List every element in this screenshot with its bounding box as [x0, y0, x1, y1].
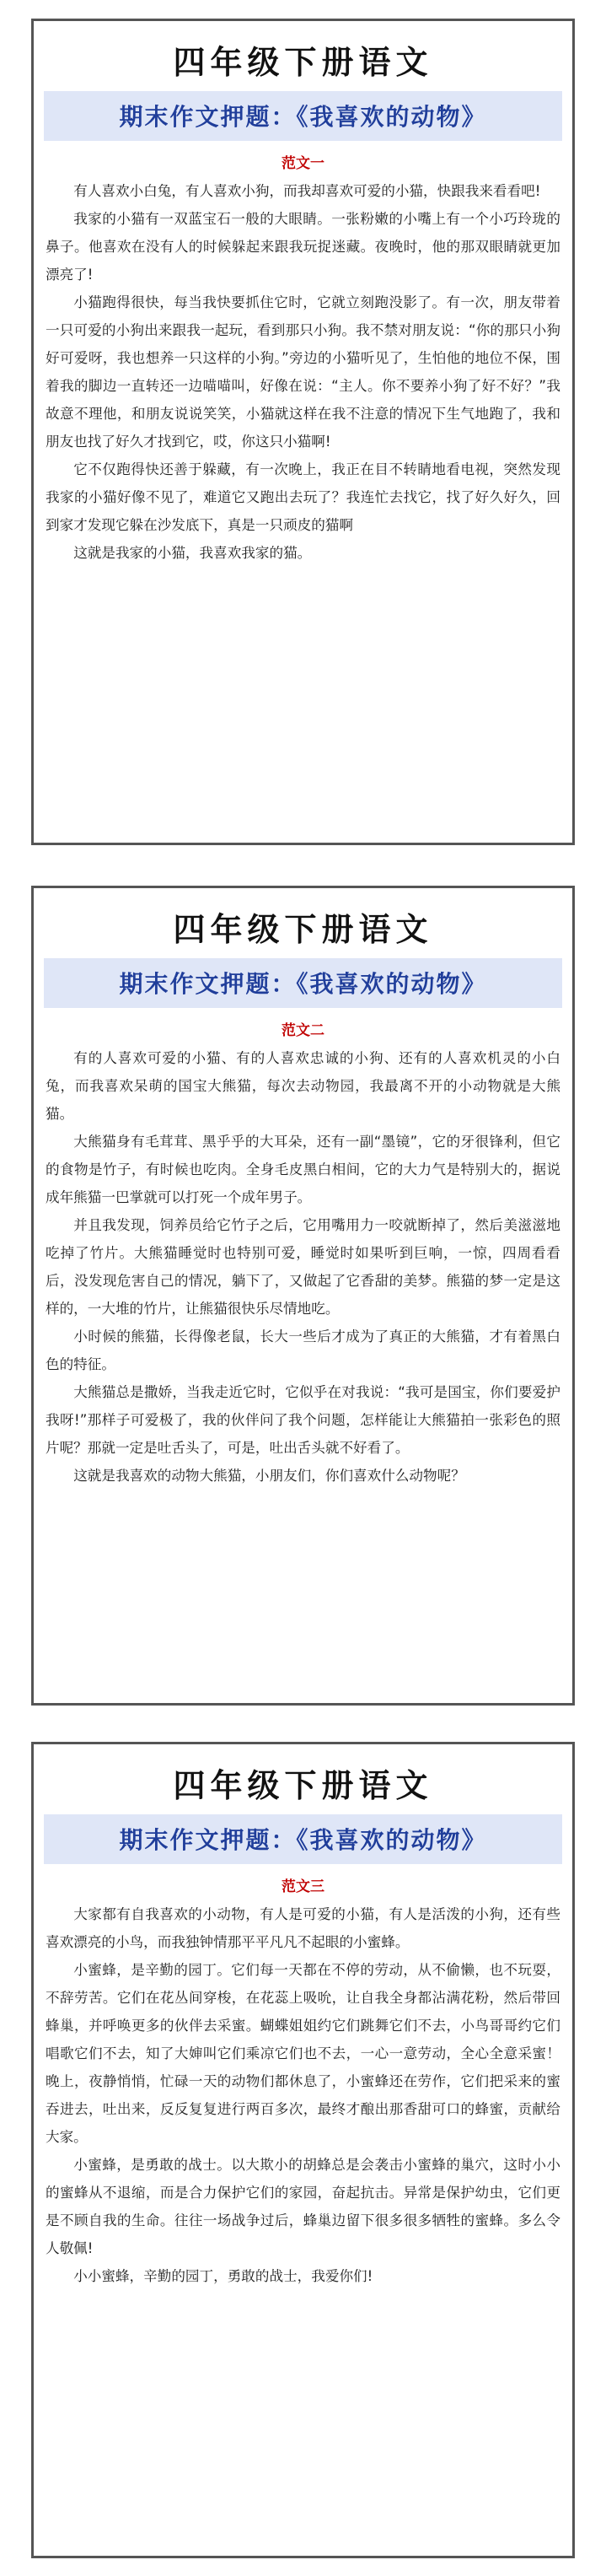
essay-topic-banner: 期末作文押题：《我喜欢的动物》	[44, 1814, 562, 1864]
essay-paragraph: 有人喜欢小白兔，有人喜欢小狗，而我却喜欢可爱的小猫，快跟我来看看吧!	[73, 183, 541, 199]
essay-paragraph: 它不仅跑得快还善于躲藏，有一次晚上，我正在目不转睛地看电视，突然发现我家的小猫好像不见了，难道它又跑出去玩了？我连忙去找它，找了好久好久，回到家才发现它躲在沙发底下，真是一只顽皮的猫啊	[46, 461, 560, 533]
essay-paragraph: 这就是我家的小猫，我喜欢我家的猫。	[73, 545, 312, 561]
essay-paragraph: 这就是我喜欢的动物大熊猫，小朋友们，你们喜欢什么动物呢？	[73, 1468, 465, 1484]
essay-paragraph: 大家都有自我喜欢的小动物，有人是可爱的小猫，有人是活泼的小狗，还有些喜欢漂亮的小鸟，而我独钟情那平平凡凡不起眼的小蜜蜂。	[46, 1906, 560, 1950]
essay-topic-banner: 期末作文押题：《我喜欢的动物》	[44, 958, 562, 1008]
essay-label: 范文一	[282, 155, 324, 172]
essay-paragraph: 我家的小猫有一双蓝宝石一般的大眼睛。一张粉嫩的小嘴上有一个小巧玲珑的鼻子。他喜欢在没有人的时候躲起来跟我玩捉迷藏。夜晚时，他的那双眼睛就更加漂亮了!	[46, 211, 560, 283]
essay-paragraph: 大熊猫身有毛茸茸、黑乎乎的大耳朵，还有一副“墨镜”，它的牙很锋利，但它的食物是竹子，有时候也吃肉。全身毛皮黑白相间，它的大力气是特别大的，据说成年熊猫一巴掌就可以打死一个成年男子。	[46, 1134, 560, 1205]
essay-paragraph: 小蜜蜂，是勇敢的战士。以大欺小的胡蜂总是会袭击小蜜蜂的巢穴，这时小小的蜜蜂从不退缩，而是合力保护它们的家园，奋起抗击。异常是保护幼虫，它们更是不顾自我的生命。往往一场战争过后，蜂巢边留下很多很多牺牲的蜜蜂。多么令人敬佩!	[46, 2157, 560, 2256]
essay-topic-banner: 期末作文押题：《我喜欢的动物》	[44, 91, 562, 141]
essay-card-3	[31, 1742, 575, 2558]
essay-paragraph: 有的人喜欢可爱的小猫、有的人喜欢忠诚的小狗、还有的人喜欢机灵的小白兔，而我喜欢呆萌的国宝大熊猫，每次去动物园，我最离不开的小动物就是大熊猫。	[46, 1050, 560, 1122]
essay-paragraph: 小小蜜蜂，辛勤的园丁，勇敢的战士，我爱你们!	[73, 2268, 373, 2284]
essay-label: 范文二	[282, 1022, 324, 1039]
essay-paragraph: 并且我发现，饲养员给它竹子之后，它用嘴用力一咬就断掉了，然后美滋滋地吃掉了竹片。大熊猫睡觉时也特别可爱，睡觉时如果听到巨响，一惊，四周看看后，没发现危害自己的情况，躺下了，又做起了它香甜的美梦。熊猫的梦一定是这样的，一大堆的竹片，让熊猫很快乐尽情地吃。	[46, 1217, 560, 1317]
essay-paragraph: 大熊猫总是撒娇，当我走近它时，它似乎在对我说：“我可是国宝，你们要爱护我呀!”那样子可爱极了，我的伙伴问了我个问题，怎样能让大熊猫拍一张彩色的照片呢？那就一定是吐舌头了，可是，吐出舌头就不好看了。	[46, 1384, 560, 1456]
page-title: 四年级下册语文	[173, 43, 433, 81]
essay-label: 范文三	[282, 1878, 324, 1895]
essay-paragraph: 小猫跑得很快，每当我快要抓住它时，它就立刻跑没影了。有一次，朋友带着一只可爱的小狗出来跟我一起玩，看到那只小狗。我不禁对朋友说：“你的那只小狗好可爱呀，我也想养一只这样的小狗。”旁边的小猫听见了，生怕他的地位不保，围着我的脚边一直转还一边喵喵叫，好像在说：“主人。你不要养小狗了好不好？”我故意不理他，和朋友说说笑笑，小猫就这样在我不注意的情况下生气地跑了，我和朋友也找了好久才找到它，哎，你这只小猫啊!	[46, 294, 560, 450]
essay-card-2	[31, 886, 575, 1706]
essay-paragraph: 小蜜蜂，是辛勤的园丁。它们每一天都在不停的劳动，从不偷懒，也不玩耍，不辞劳苦。它们在花丛间穿梭，在花蕊上吸吮，让自我全身都沾满花粉，然后带回蜂巢，并呼唤更多的伙伴去采蜜。蝴蝶姐姐约它们跳舞它们不去，小鸟哥哥约它们唱歌它们不去，知了大婶叫它们乘凉它们也不去，一心一意劳动，全心全意采蜜！晚上，夜静悄悄，忙碌一天的动物们都休息了，小蜜蜂还在劳作，它们把采来的蜜吞进去，吐出来，反反复复进行两百多次，最终才酿出那香甜可口的蜂蜜，贡献给大家。	[46, 1962, 560, 2145]
essay-paragraph: 小时候的熊猫，长得像老鼠，长大一些后才成为了真正的大熊猫，才有着黑白色的特征。	[46, 1328, 560, 1372]
essay-card-1	[31, 19, 575, 845]
page-title: 四年级下册语文	[173, 910, 433, 948]
page-title: 四年级下册语文	[173, 1766, 433, 1804]
